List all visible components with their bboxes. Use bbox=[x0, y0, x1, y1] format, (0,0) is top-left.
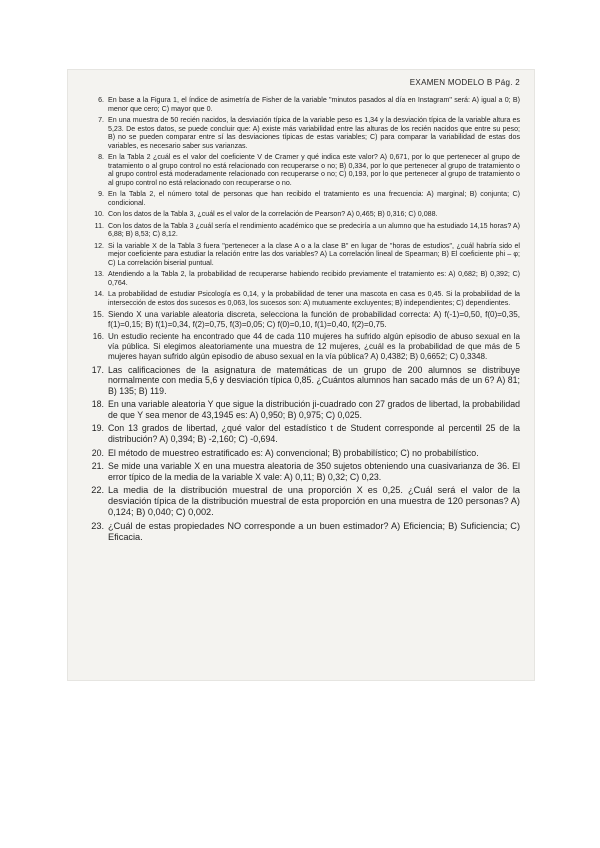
question-number: 14. bbox=[94, 290, 104, 298]
question-text: Con los datos de la Tabla 3 ¿cuál sería el rendimiento académico que se predeciría a un alumno que ha estudiado 14,15 horas? A) 6,88; B) 8,53; C) 8,12. bbox=[108, 221, 520, 238]
question-number: 19. bbox=[91, 423, 104, 434]
question-12 bbox=[84, 242, 520, 268]
question-text: Se mide una variable X en una muestra aleatoria de 350 sujetos obteniendo una cuasivarianza de 36. El error típico de la media de la variable X vale: A) 0,11; B) 0,32; C) 0,23. bbox=[108, 461, 520, 482]
question-13 bbox=[84, 270, 520, 287]
question-text: En la Tabla 2, el número total de personas que han recibido el tratamiento es una frecuencia: A) marginal; B) conjunta; C) condicional. bbox=[108, 190, 520, 207]
question-22 bbox=[84, 485, 520, 518]
question-text: Con 13 grados de libertad, ¿qué valor del estadístico t de Student corresponde al percentil 25 de la distribución? A) 0,394; B) -2,160; C) -0,694. bbox=[108, 423, 520, 445]
question-17 bbox=[84, 365, 520, 397]
question-text: El método de muestreo estratificado es: A) convencional; B) probabilístico; C) no probabilístico. bbox=[108, 447, 479, 458]
question-text: La media de la distribución muestral de una proporción X es 0,25. ¿Cuál será el valor de la desviación típica de la distribución muestral de esta proporción en una muestra de 120 personas? A) 0,124; B) 0,040; C) 0,002. bbox=[108, 485, 520, 518]
question-text: En la Tabla 2 ¿cuál es el valor del coeficiente V de Cramer y qué indica este valor? A) 0,671, por lo que pertenecer al grupo de tratamiento o al grupo control no está relacionado con recuperarse o no; B) 0,334, por lo que pertenecer al grupo de tratamiento o al grupo control está moderadamente relacionado con recuperarse o no; C) 0,193, por lo que pertenecer al grupo de tratamiento o al grupo control no está relacionado con recuperarse o no. bbox=[108, 153, 520, 187]
question-text: Atendiendo a la Tabla 2, la probabilidad de recuperarse habiendo recibido previamente el tratamiento es: A) 0,682; B) 0,392; C) 0,764. bbox=[108, 270, 520, 287]
question-text: Con los datos de la Tabla 3, ¿cuál es el valor de la correlación de Pearson? A) 0,465; B) 0,316; C) 0,088. bbox=[108, 210, 438, 218]
question-number: 9. bbox=[98, 190, 104, 198]
question-number: 15. bbox=[92, 310, 104, 319]
question-number: 18. bbox=[91, 399, 104, 410]
question-9 bbox=[84, 190, 520, 207]
question-15 bbox=[84, 310, 520, 329]
question-number: 7. bbox=[98, 116, 104, 124]
question-list bbox=[84, 96, 520, 546]
question-number: 10. bbox=[94, 210, 104, 218]
question-text: Si la variable X de la Tabla 3 fuera "pertenecer a la clase A o a la clase B" en lugar de "horas de estudios", ¿cuál habría sido el mejor coeficiente para estudiar la relación entre las dos variables? A) La correlación lineal de Spearman; B) El coeficiente phi – φ; C) La correlación biserial puntual. bbox=[108, 241, 520, 267]
question-11 bbox=[84, 222, 520, 239]
question-7 bbox=[84, 116, 520, 150]
question-text: En una muestra de 50 recién nacidos, la desviación típica de la variable peso es 1,34 y la desviación típica de la variable altura es 5,23. De estos datos, se puede concluir que: A) existe más variabilidad entre las alturas de los recién nacidos que entre su peso; B) no se pueden comparar entre sí las desviaciones típicas de estas variables; C) para comparar la variabilidad de estas dos variables, es necesario saber sus varianzas. bbox=[108, 116, 520, 150]
question-21 bbox=[84, 461, 520, 482]
question-18 bbox=[84, 399, 520, 420]
question-6 bbox=[84, 96, 520, 113]
question-text: En una variable aleatoria Y que sigue la distribución ji-cuadrado con 27 grados de libertad, la probabilidad de que Y sea menor de 43,1945 es: A) 0,950; B) 0,975; C) 0,025. bbox=[108, 399, 520, 420]
question-text: ¿Cuál de estas propiedades NO corresponde a un buen estimador? A) Eficiencia; B) Suficiencia; C) Eficacia. bbox=[108, 521, 520, 543]
question-number: 11. bbox=[94, 221, 104, 230]
question-16 bbox=[84, 332, 520, 361]
question-number: 20. bbox=[91, 447, 104, 458]
question-number: 16. bbox=[92, 332, 104, 342]
question-number: 6. bbox=[98, 96, 104, 104]
question-23 bbox=[84, 521, 520, 543]
question-number: 17. bbox=[91, 364, 104, 375]
question-text: Siendo X una variable aleatoria discreta, selecciona la función de probabilidad correcta: A) f(-1)=0,50, f(0)=0,35, f(1)=0,15; B) f(1)=0,34, f(2)=0,75, f(3)=0,05; C) f(0)=0,10, f(1)=0,40, f(2)=0,75. bbox=[108, 310, 520, 329]
question-number: 12. bbox=[94, 241, 104, 250]
question-10 bbox=[84, 210, 520, 219]
question-text: En base a la Figura 1, el índice de asimetría de Fisher de la variable "minutos pasados al día en Instagram" será: A) igual a 0; B) menor que cero; C) mayor que 0. bbox=[108, 96, 520, 113]
exam-page bbox=[68, 70, 534, 680]
question-number: 13. bbox=[94, 270, 104, 278]
question-number: 23. bbox=[91, 521, 104, 532]
question-20 bbox=[84, 448, 520, 459]
question-text: Un estudio reciente ha encontrado que 44 de cada 110 mujeres ha sufrido algún episodio de abuso sexual en la vía pública. Si elegimos aleatoriamente una muestra de 12 mujeres, ¿cuál es la probabilidad de que más de 5 mujeres hayan sufrido algún episodio de abuso sexual en la vía pública? A) 0,4382; B) 0,6652; C) 0,3348. bbox=[108, 332, 520, 361]
page-header: EXAMEN MODELO B Pág. 2 bbox=[409, 78, 520, 87]
question-number: 8. bbox=[98, 153, 104, 161]
question-14 bbox=[84, 290, 520, 307]
question-number: 21. bbox=[91, 461, 104, 472]
question-8 bbox=[84, 153, 520, 187]
question-19 bbox=[84, 423, 520, 444]
question-text: Las calificaciones de la asignatura de matemáticas de un grupo de 200 alumnos se distribuye normalmente con media 5,6 y desviación típica 0,85. ¿Cuántos alumnos han sacado más de un 6? A) 81; B) 135; B) 119. bbox=[108, 364, 520, 396]
question-text: La probabilidad de estudiar Psicología es 0,14, y la probabilidad de tener una mascota en casa es 0,45. Si la probabilidad de la intersección de estos dos sucesos es 0,063, los sucesos son: A) mutuamente excluyentes; B) independientes; C) dependientes. bbox=[108, 290, 520, 307]
question-number: 22. bbox=[91, 485, 104, 496]
